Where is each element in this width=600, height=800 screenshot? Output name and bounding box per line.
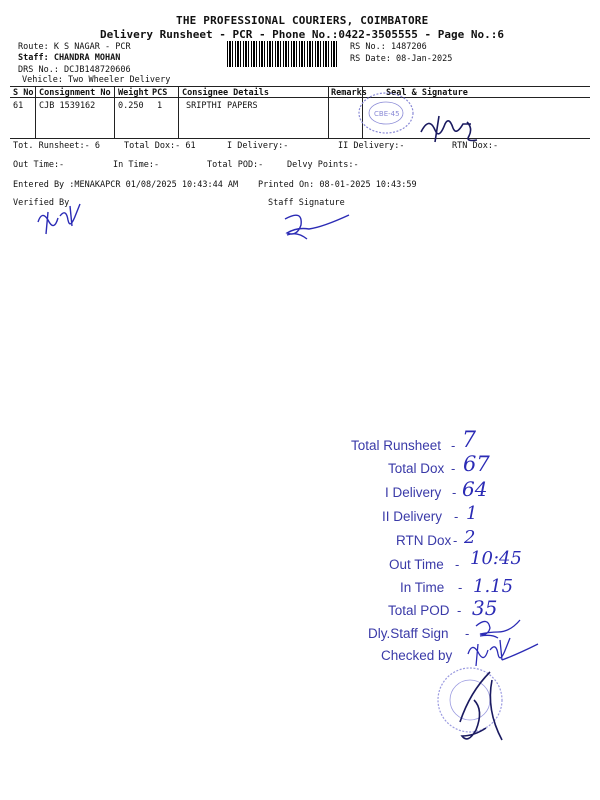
col-divider [35, 86, 36, 138]
col-divider [114, 86, 115, 138]
stamp-staff-sign-label: Dly.Staff Sign [368, 626, 449, 641]
stamp-ii-delivery-label: II Delivery [382, 509, 443, 524]
seal-stamp [352, 88, 422, 140]
printed-on: Printed On: 08-01-2025 10:43:59 [258, 180, 417, 190]
i-delivery: I Delivery:- [227, 141, 289, 151]
row-consignment: CJB 1539162 [39, 101, 96, 111]
stamp-in-time-value: 1.15 [473, 576, 514, 597]
dash: - [465, 626, 470, 641]
dash: - [451, 461, 456, 476]
in-time: In Time:- [113, 160, 160, 170]
col-header-weight: Weight [118, 88, 149, 98]
row-pcs: 1 [157, 101, 163, 111]
stamp-total-runsheet-label: Total Runsheet [351, 438, 442, 453]
stamp-i-delivery-label: I Delivery [385, 485, 442, 500]
stamp-total-runsheet-value: 7 [462, 428, 476, 453]
dash: - [453, 533, 458, 548]
dash: - [457, 603, 462, 618]
col-header-consignee: Consignee Details [182, 88, 269, 98]
total-dox: Total Dox:- 61 [124, 141, 196, 151]
col-header-consignment: Consignment No [39, 88, 111, 98]
col-header-pcs: PCS [152, 88, 168, 98]
out-time: Out Time:- [13, 160, 65, 170]
dash: - [451, 438, 456, 453]
bottom-round-stamp [430, 660, 540, 760]
dash: - [454, 509, 459, 524]
tot-runsheet: Tot. Runsheet:- 6 [13, 141, 100, 151]
total-pod: Total POD:- [207, 160, 264, 170]
dash: - [455, 557, 460, 572]
stamp-total-dox-value: 67 [463, 452, 490, 476]
table-bottom-border [10, 138, 590, 139]
seal-stamp-text: CBE-45 [374, 110, 400, 118]
row-sno: 61 [13, 101, 24, 111]
col-header-sno: S No [13, 88, 34, 98]
row-consignee: SRIPTHI PAPERS [186, 101, 258, 111]
stamp-i-delivery-value: 64 [462, 477, 488, 501]
col-divider [328, 86, 329, 138]
route-label: Route: K S NAGAR - PCR [18, 42, 131, 52]
entered-by: Entered By :MENAKAPCR 01/08/2025 10:43:44 AM [13, 180, 239, 190]
verified-by-signature [30, 202, 90, 242]
row-weight: 0.250 [118, 101, 144, 111]
stamp-ii-delivery-value: 1 [466, 503, 478, 524]
staff-label: Staff: CHANDRA MOHAN [18, 53, 121, 63]
stamp-rtn-dox-label: RTN Dox [396, 533, 452, 548]
stamp-out-time-label: Out Time [389, 557, 444, 572]
stamp-total-pod-value: 35 [472, 596, 498, 620]
dash: - [452, 485, 457, 500]
rtn-dox: RTN Dox:- [452, 141, 499, 151]
stamp-total-dox-label: Total Dox [388, 461, 445, 476]
drs-number: DRS No.: DCJB148720606 [18, 65, 131, 75]
rs-number: RS No.: 1487206 [350, 42, 427, 52]
company-name: THE PROFESSIONAL COURIERS, COIMBATORE [176, 14, 429, 27]
rs-date: RS Date: 08-Jan-2025 [350, 54, 453, 64]
stamp-checked-by-label: Checked by [381, 648, 453, 663]
col-header-remarks: Remarks [331, 88, 367, 98]
runsheet-title: Delivery Runsheet - PCR - Phone No.:0422-3505555 - Page No.:6 [100, 28, 504, 41]
barcode [227, 41, 339, 67]
staff-signature [275, 205, 355, 245]
stamp-rtn-dox-value: 2 [464, 527, 476, 548]
stamp-total-pod-label: Total POD [388, 603, 450, 618]
delvy-points: Delvy Points:- [287, 160, 359, 170]
verified-by-label: Verified By [13, 198, 70, 208]
ii-delivery: II Delivery:- [338, 141, 405, 151]
stamp-in-time-label: In Time [400, 580, 445, 595]
dash: - [458, 580, 463, 595]
staff-signature-label: Staff Signature [268, 198, 345, 208]
stamp-out-time-value: 10:45 [470, 548, 522, 569]
vehicle-type: Vehicle: Two Wheeler Delivery [22, 75, 171, 85]
table-top-border [10, 86, 590, 87]
col-header-seal: Seal & Signature [386, 88, 468, 98]
col-divider [178, 86, 179, 138]
